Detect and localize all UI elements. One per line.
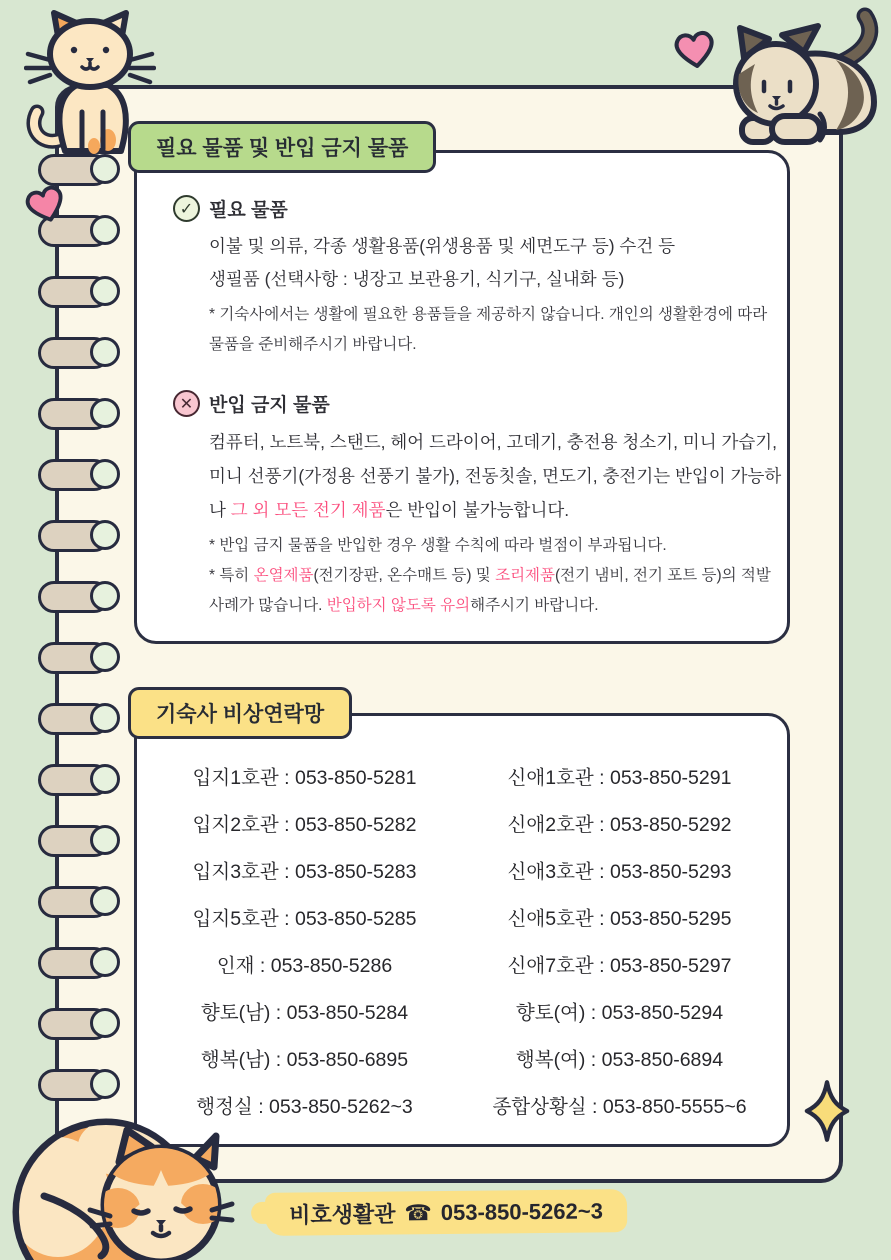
- sparkle-icon: [804, 1080, 850, 1142]
- contact-entry: 신애5호관 : 053-850-5295: [507, 907, 732, 930]
- prohibited-body-text: 컴퓨터, 노트북, 스탠드, 헤어 드라이어, 고데기, 충전용 청소기, 미니 가습기, 미니 선풍기(가정용 선풍기 불가), 전동칫솔, 면도기, 충전기는 반입이 가능하나: [209, 432, 782, 520]
- contact-entry: 향토(남) : 053-850-5284: [200, 1001, 409, 1024]
- contacts-card: [134, 713, 790, 1147]
- binding-ring: [38, 581, 110, 613]
- prohibited-items-title: 반입 금지 물품: [209, 395, 330, 416]
- contact-entry: 인재 : 053-850-5286: [216, 954, 393, 977]
- contact-entry: 입지2호관 : 053-850-5282: [192, 813, 417, 836]
- needed-items-title: 필요 물품: [209, 200, 288, 221]
- prohibited-items-body: [209, 425, 784, 527]
- needed-items-heading: [173, 195, 753, 222]
- binding-ring: [38, 337, 110, 369]
- contact-entry: 입지5호관 : 053-850-5285: [192, 907, 417, 930]
- binding-ring: [38, 520, 110, 552]
- binding-ring: [38, 825, 110, 857]
- contact-entry: 향토(여) : 053-850-5294: [515, 1001, 724, 1024]
- binding-ring: [38, 703, 110, 735]
- binding-ring: [38, 276, 110, 308]
- phone-icon: ☎: [403, 1199, 432, 1225]
- cat-top-left-illustration: [24, 4, 156, 156]
- items-section-badge: 필요 물품 및 반입 금지 물품: [128, 121, 436, 173]
- binding-ring: [38, 947, 110, 979]
- cat-top-right-illustration: [724, 4, 886, 154]
- footer-label: 비호생활관: [288, 1201, 396, 1228]
- footer-phone: 053-850-5262~3: [440, 1197, 603, 1225]
- contact-entry: 입지3호관 : 053-850-5283: [192, 860, 417, 883]
- binding-ring: [38, 886, 110, 918]
- contact-entry: 입지1호관 : 053-850-5281: [192, 766, 417, 789]
- footer-contact: [264, 1189, 626, 1236]
- needed-items-note: * 기숙사에서는 생활에 필요한 용품들을 제공하지 않습니다. 개인의 생활환경에 따라 물품을 준비해주시기 바랍니다.: [209, 306, 768, 353]
- contact-grid: [147, 752, 777, 1128]
- contact-entry: 행복(남) : 053-850-6895: [200, 1048, 409, 1071]
- contact-entry: 행복(여) : 053-850-6894: [515, 1048, 724, 1071]
- cat-bottom-left-illustration: [6, 1112, 238, 1260]
- prohibited-body-emphasis: 그 외 모든 전기 제품: [230, 500, 386, 520]
- contact-entry: 신애7호관 : 053-850-5297: [507, 954, 732, 977]
- needed-items-body: [209, 230, 784, 296]
- needed-line-2: 생필품 (선택사항 : 냉장고 보관용기, 식기구, 실내화 등): [209, 269, 625, 289]
- prohibited-note-2: * 특히 온열제품(전기장판, 온수매트 등) 및 조리제품(전기 냄비, 전기 포트 등)의 적발 사례가 많습니다. 반입하지 않도록 유의해주시기 바랍니다.: [209, 567, 771, 614]
- prohibited-items-heading: [173, 390, 753, 417]
- needed-line-1: 이불 및 의류, 각종 생활용품(위생용품 및 세면도구 등) 수건 등: [209, 236, 675, 256]
- prohibited-icon: ✕: [173, 390, 200, 417]
- contact-entry: 신애2호관 : 053-850-5292: [507, 813, 732, 836]
- binding-ring: [38, 1069, 110, 1101]
- binding-ring: [38, 764, 110, 796]
- contact-entry: 신애3호관 : 053-850-5293: [507, 860, 732, 883]
- contact-entry: 신애1호관 : 053-850-5291: [507, 766, 732, 789]
- contact-entry: 종합상황실 : 053-850-5555~6: [492, 1095, 747, 1118]
- binding-ring: [38, 459, 110, 491]
- contact-entry: 행정실 : 053-850-5262~3: [196, 1095, 413, 1118]
- heart-icon: [669, 25, 721, 75]
- check-icon: ✓: [173, 195, 200, 222]
- contacts-section-badge: 기숙사 비상연락망: [128, 687, 352, 739]
- prohibited-body-tail: 은 반입이 불가능합니다.: [385, 500, 570, 520]
- items-card: [134, 150, 790, 644]
- prohibited-note-1: * 반입 금지 물품을 반입한 경우 생활 수칙에 따라 벌점이 부과됩니다.: [209, 537, 667, 554]
- binding-ring: [38, 642, 110, 674]
- section-spacer: [173, 360, 753, 390]
- binding-ring: [38, 398, 110, 430]
- binding-ring: [38, 1008, 110, 1040]
- prohibited-items-notes: [209, 531, 781, 621]
